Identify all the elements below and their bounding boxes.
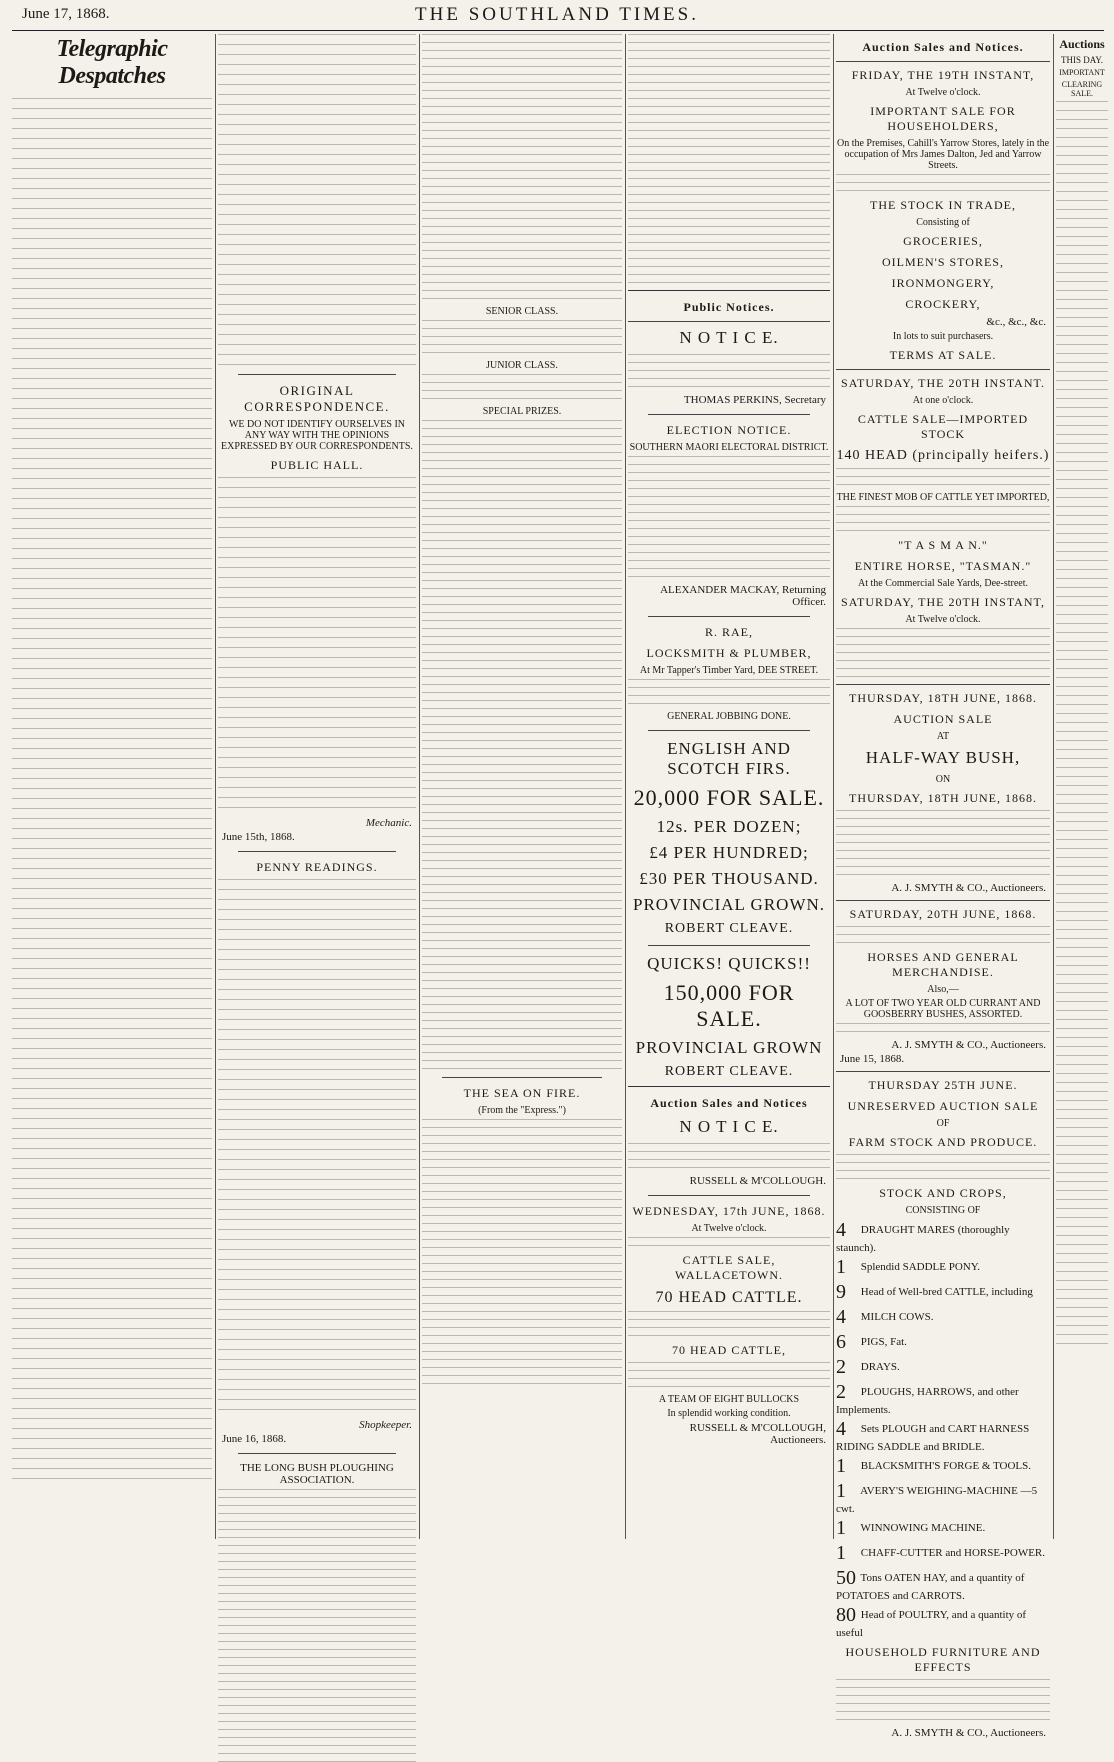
column-telegraphic	[12, 34, 212, 1539]
of: OF	[936, 1118, 950, 1129]
text-block	[628, 1362, 830, 1387]
prize-class: SPECIAL PRIZES.	[482, 406, 562, 417]
letter-title: PUBLIC HALL.	[270, 458, 364, 472]
text-block	[628, 1143, 830, 1168]
farm-items	[836, 1219, 1050, 1639]
farm-item-qty: 1	[836, 1542, 846, 1564]
sale-time: At Twelve o'clock.	[691, 1223, 767, 1234]
letter-signature: Shopkeeper.	[359, 1419, 412, 1431]
section-box	[628, 290, 830, 1080]
farm-item-desc: PIGS, Fat.	[858, 1336, 907, 1349]
text-block	[628, 354, 830, 387]
ad-name: R. RAE,	[704, 625, 753, 639]
election-district: SOUTHERN MAORI ELECTORAL DISTRICT.	[629, 442, 829, 453]
farm-item-qty: 50	[836, 1567, 856, 1589]
farm-item-qty: 9	[836, 1281, 846, 1303]
farm-item-desc: Sets PLOUGH and CART HARNESS RIDING SADDLE and BRIDLE.	[836, 1423, 1030, 1453]
letter-date: June 15th, 1868.	[222, 831, 295, 843]
auctioneer: A. J. SMYTH & CO., Auctioneers.	[891, 1039, 1046, 1051]
cattle-count: 70 HEAD CATTLE.	[655, 1289, 803, 1306]
farm-item-qty: 1	[836, 1517, 846, 1539]
ad-address: At Mr Tapper's Timber Yard, DEE STREET.	[639, 665, 819, 676]
column-divider	[833, 34, 834, 1539]
farm-item	[836, 1455, 1050, 1478]
seller: ROBERT CLEAVE.	[664, 1064, 794, 1079]
cattle-count: 140 HEAD (principally heifers.)	[836, 448, 1050, 463]
sale-date: FRIDAY, THE 19TH INSTANT,	[851, 68, 1035, 82]
sale-title: FARM STOCK AND PRODUCE.	[848, 1135, 1038, 1149]
column-divider	[1053, 34, 1054, 1539]
text-block	[628, 1311, 830, 1336]
article-title: THE SEA ON FIRE.	[463, 1086, 581, 1100]
cattle-note: THE FINEST MOB OF CATTLE YET IMPORTED,	[836, 492, 1050, 503]
divider	[836, 900, 1050, 901]
ad-date: June 15, 1868.	[840, 1053, 905, 1065]
farm-item-desc: DRAUGHT MARES (thoroughly staunch).	[836, 1224, 1010, 1254]
section-title: Auctions	[1059, 37, 1105, 51]
farm-item-qty: 1	[836, 1256, 846, 1278]
farm-item-qty: 80	[836, 1604, 856, 1626]
farm-item-desc: WINNOWING MACHINE.	[858, 1522, 986, 1535]
divider	[836, 684, 1050, 685]
text-block	[836, 174, 1050, 191]
farm-item	[836, 1256, 1050, 1279]
sale-time: At Twelve o'clock.	[905, 614, 981, 625]
text-block	[836, 926, 1050, 943]
text-block	[628, 456, 830, 577]
on: ON	[935, 774, 951, 785]
farm-item-desc: Head of Well-bred CATTLE, including	[858, 1286, 1033, 1299]
price-dozen: 12s. PER DOZEN;	[656, 817, 802, 836]
provincial: PROVINCIAL GROWN.	[632, 895, 826, 914]
column-divider	[215, 34, 216, 1539]
text-block	[836, 628, 1050, 677]
sale-location: On the Premises, Cahill's Yarrow Stores, lately in the occupation of Mrs James Dalton, Jed and Yarrow Streets.	[836, 138, 1050, 171]
farm-item-desc: Tons OATEN HAY, and a quantity of POTATOES and CARROTS.	[836, 1572, 1025, 1602]
notice-heading: N O T I C E.	[679, 1117, 779, 1136]
divider	[648, 414, 810, 415]
farm-item-qty: 4	[836, 1418, 846, 1440]
divider	[238, 851, 396, 852]
firs-heading: ENGLISH AND SCOTCH FIRS.	[667, 739, 791, 778]
column-divider	[419, 34, 420, 1539]
seller: ROBERT CLEAVE.	[664, 921, 794, 936]
farm-item	[836, 1356, 1050, 1379]
notice-signature: RUSSELL & M'COLLOUGH.	[689, 1175, 826, 1187]
farm-item-desc: Splendid SADDLE PONY.	[858, 1261, 981, 1274]
text-block	[12, 98, 212, 1479]
text-block	[218, 477, 416, 808]
text-block	[836, 468, 1050, 485]
farm-item-desc: MILCH COWS.	[858, 1311, 934, 1324]
newspaper-title: THE SOUTHLAND TIMES.	[415, 4, 699, 25]
farm-item-desc: BLACKSMITH'S FORGE & TOOLS.	[858, 1460, 1032, 1473]
column-divider	[625, 34, 626, 1539]
at: AT	[936, 731, 950, 742]
notice-signature: THOMAS PERKINS, Secretary	[683, 394, 826, 406]
farm-item	[836, 1381, 1050, 1416]
clearing-sale: CLEARING SALE.	[1061, 80, 1103, 98]
farm-item-desc: AVERY'S WEIGHING-MACHINE —5 cwt.	[836, 1485, 1038, 1515]
text-block	[836, 1023, 1050, 1032]
farm-item	[836, 1306, 1050, 1329]
text-block	[422, 1119, 622, 1384]
text-block	[422, 34, 622, 299]
cattle-count: 70 HEAD CATTLE,	[672, 1343, 786, 1357]
text-block	[1056, 101, 1108, 1344]
sale-title: CATTLE SALE, WALLACETOWN.	[674, 1253, 784, 1282]
column-correspondence	[218, 34, 416, 1539]
farm-item	[836, 1567, 1050, 1602]
text-block	[836, 506, 1050, 531]
stock-item: IRONMONGERY,	[891, 276, 995, 290]
terms: TERMS AT SALE.	[889, 348, 997, 362]
team-heading: A TEAM OF EIGHT BULLOCKS	[658, 1394, 800, 1405]
firs-count: 20,000 FOR SALE.	[633, 785, 825, 810]
sale-date: THURSDAY, 18TH JUNE, 1868.	[848, 691, 1038, 705]
disclaimer: WE DO NOT IDENTIFY OURSELVES IN ANY WAY WITH THE OPINIONS EXPRESSED BY OUR CORRESPONDENTS.	[221, 419, 413, 452]
important: IMPORTANT	[1059, 68, 1105, 77]
sale-date: SATURDAY, 20TH JUNE, 1868.	[849, 907, 1037, 921]
price-thousand: £30 PER THOUSAND.	[639, 869, 819, 888]
farm-item	[836, 1418, 1050, 1453]
issue-date: June 17, 1868.	[22, 6, 110, 22]
sale-location: At the Commercial Sale Yards, Dee-street.	[858, 578, 1028, 589]
divider	[836, 369, 1050, 370]
letter-signature: Mechanic.	[365, 817, 412, 829]
correspondence-heading: ORIGINAL CORRESPONDENCE.	[244, 383, 390, 414]
telegraphic-heading: Telegraphic Despatches	[56, 36, 168, 89]
masthead-rule	[12, 30, 1104, 31]
farm-item-qty: 1	[836, 1480, 846, 1502]
divider	[648, 616, 810, 617]
farm-item-qty: 1	[836, 1455, 846, 1477]
this-day: THIS DAY.	[1060, 55, 1103, 65]
text-block	[836, 1154, 1050, 1179]
divider	[238, 374, 396, 375]
also: Also,—	[927, 984, 959, 995]
prize-class: SENIOR CLASS.	[485, 306, 559, 317]
farm-item	[836, 1517, 1050, 1540]
section-title: Auction Sales and Notices	[650, 1096, 808, 1110]
ad-trade: LOCKSMITH & PLUMBER,	[646, 646, 812, 660]
section-title: Auction Sales and Notices.	[862, 40, 1024, 54]
farm-item	[836, 1281, 1050, 1304]
farm-item-qty: 4	[836, 1306, 846, 1328]
farm-item	[836, 1331, 1050, 1354]
horse-title: ENTIRE HORSE, "TASMAN."	[854, 559, 1032, 573]
column-auctions	[836, 34, 1050, 1739]
sale-time: At one o'clock.	[912, 395, 974, 406]
text-block	[422, 320, 622, 353]
team-signature: RUSSELL & M'COLLOUGH, Auctioneers.	[689, 1422, 826, 1446]
team-sub: In splendid working condition.	[667, 1408, 791, 1419]
election-heading: ELECTION NOTICE.	[666, 423, 792, 437]
column-notices	[628, 34, 830, 1539]
sale-date: THURSDAY 25TH JUNE.	[868, 1078, 1018, 1092]
farm-item-qty: 2	[836, 1381, 846, 1403]
sale-title: AUCTION SALE	[893, 712, 993, 726]
divider	[238, 1453, 396, 1454]
provincial: PROVINCIAL GROWN	[635, 1038, 823, 1057]
text-block	[836, 810, 1050, 875]
quicks-heading: QUICKS! QUICKS!!	[647, 954, 811, 973]
consisting: CONSISTING OF	[905, 1205, 981, 1216]
sale-time: At Twelve o'clock.	[905, 87, 981, 98]
farm-item-qty: 6	[836, 1331, 846, 1353]
text-block	[218, 879, 416, 1410]
text-block	[628, 34, 830, 283]
divider	[836, 1071, 1050, 1072]
farm-item	[836, 1542, 1050, 1565]
section-title: Public Notices.	[683, 300, 775, 314]
stock-heading: THE STOCK IN TRADE,	[870, 198, 1016, 212]
horse-name: "T A S M A N."	[898, 538, 988, 552]
sale-title: IMPORTANT SALE FOR HOUSEHOLDERS,	[870, 104, 1016, 133]
ad-footer: GENERAL JOBBING DONE.	[667, 711, 791, 722]
article-source: (From the "Express.")	[478, 1105, 566, 1116]
sale-date: WEDNESDAY, 17th JUNE, 1868.	[632, 1204, 826, 1218]
sale-title: HORSES AND GENERAL MERCHANDISE.	[867, 950, 1019, 979]
text-block	[836, 1679, 1050, 1720]
farm-item-qty: 2	[836, 1356, 846, 1378]
column-clearing-sale	[1056, 34, 1108, 1539]
section-box	[628, 1086, 830, 1446]
divider	[628, 321, 830, 322]
etc: &c., &c., &c.	[986, 316, 1046, 328]
text-block	[218, 1489, 416, 1762]
farm-item-qty: 4	[836, 1219, 846, 1241]
sale-date: SATURDAY, THE 20TH INSTANT,	[841, 595, 1045, 609]
notice-heading: N O T I C E.	[679, 328, 779, 347]
stock-item: OILMEN'S STORES,	[882, 255, 1004, 269]
text-block	[628, 679, 830, 704]
article-title: THE LONG BUSH PLOUGHING ASSOCIATION.	[240, 1462, 394, 1486]
farm-item	[836, 1604, 1050, 1639]
sale-date: THURSDAY, 18TH JUNE, 1868.	[848, 791, 1038, 805]
lots: In lots to suit purchasers.	[892, 331, 994, 342]
farm-item-desc: Head of POULTRY, and a quantity of useful	[836, 1609, 1027, 1639]
divider	[648, 730, 810, 731]
election-signature: ALEXANDER MACKAY, Returning Officer.	[660, 584, 826, 608]
letter-title: PENNY READINGS.	[256, 860, 378, 874]
divider	[836, 61, 1050, 62]
masthead	[0, 4, 1114, 26]
divider	[648, 945, 810, 946]
farm-item-desc: CHAFF-CUTTER and HORSE-POWER.	[858, 1547, 1046, 1560]
consisting: Consisting of	[916, 217, 970, 228]
stock-item: CROCKERY,	[905, 297, 981, 311]
text-block	[422, 420, 622, 1069]
text-block	[218, 34, 416, 365]
column-ploughing-and-fire	[422, 34, 622, 1539]
sale-title: UNRESERVED AUCTION SALE	[847, 1099, 1039, 1113]
divider	[442, 1077, 602, 1078]
farm-item-desc: DRAYS.	[858, 1361, 900, 1374]
sale-subtitle: A LOT OF TWO YEAR OLD CURRANT AND GOOSBERRY BUSHES, ASSORTED.	[845, 998, 1041, 1020]
farm-item	[836, 1219, 1050, 1254]
sale-title: HOUSEHOLD FURNITURE AND EFFECTS	[845, 1645, 1041, 1674]
price-hundred: £4 PER HUNDRED;	[649, 843, 809, 862]
farm-item	[836, 1480, 1050, 1515]
prize-class: JUNIOR CLASS.	[486, 360, 558, 371]
sale-date: SATURDAY, THE 20TH INSTANT.	[841, 376, 1045, 390]
text-block	[422, 374, 622, 399]
auctioneer: A. J. SMYTH & CO., Auctioneers.	[891, 1727, 1046, 1739]
sale-location: HALF-WAY BUSH,	[865, 748, 1021, 767]
divider	[648, 1195, 810, 1196]
farm-item-desc: PLOUGHS, HARROWS, and other Implements.	[836, 1386, 1019, 1416]
sale-title: CATTLE SALE—IMPORTED STOCK	[857, 412, 1029, 441]
stock-heading: STOCK AND CROPS,	[879, 1186, 1007, 1200]
stock-item: GROCERIES,	[903, 234, 983, 248]
auctioneer: A. J. SMYTH & CO., Auctioneers.	[891, 882, 1046, 894]
text-block	[628, 1237, 830, 1246]
letter-date: June 16, 1868.	[222, 1433, 287, 1445]
quicks-count: 150,000 FOR SALE.	[663, 980, 795, 1031]
